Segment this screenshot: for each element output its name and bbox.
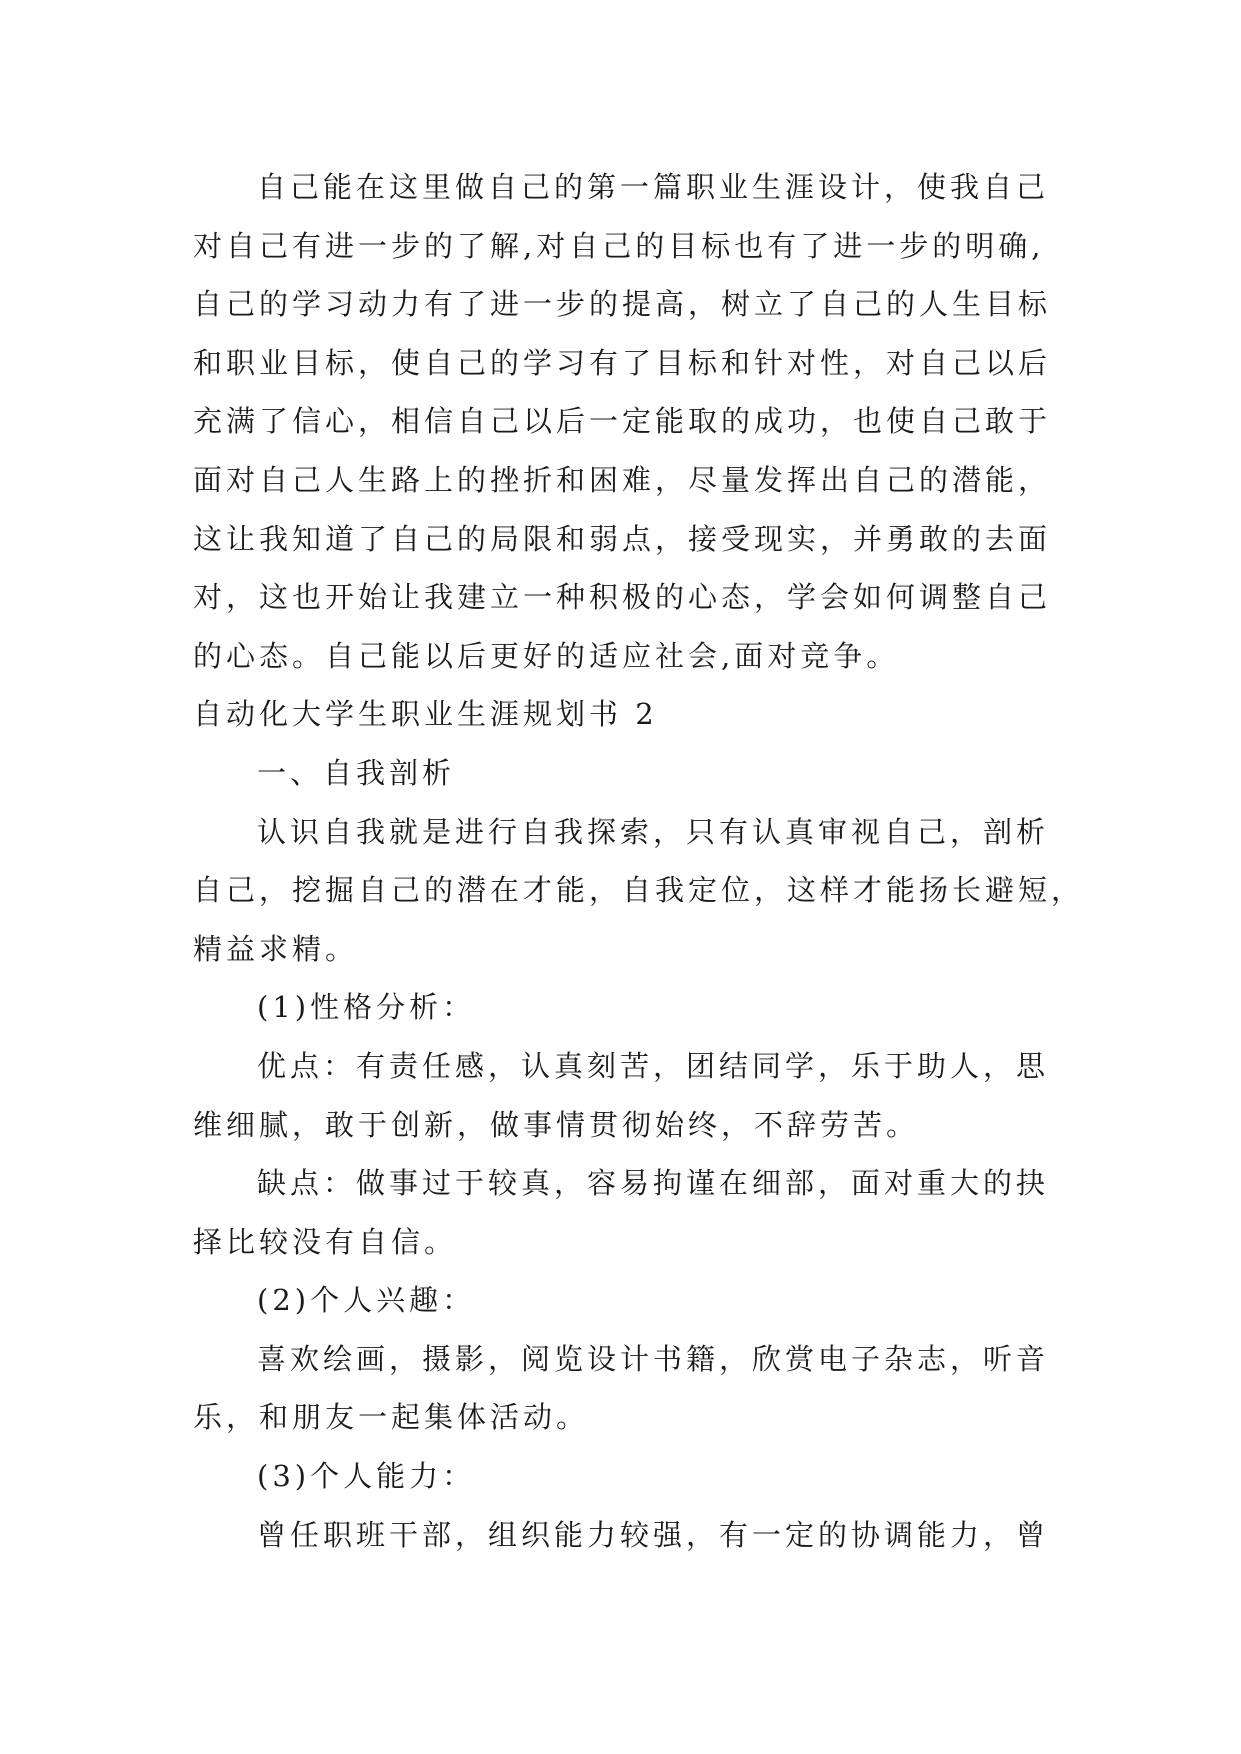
subsection-heading: (1)性格分析：	[257, 990, 476, 1025]
paragraph-line: 自己的学习动力有了进一步的提高，树立了自己的人生目标	[193, 287, 1052, 322]
paragraph-line: 乐，和朋友一起集体活动。	[193, 1400, 590, 1435]
paragraph-line: 自己能在这里做自己的第一篇职业生涯设计，使我自己	[257, 170, 1050, 204]
paragraph-line: 优点：有责任感，认真刻苦，团结同学，乐于助人，思	[257, 1048, 1050, 1083]
paragraph-line: 面对自己人生路上的挫折和困难，尽量发挥出自己的潜能，	[193, 462, 1052, 497]
section-heading: 一、自我剖析	[257, 755, 456, 790]
document-body	[193, 158, 1093, 1564]
paragraph-line: 缺点：做事过于较真，容易拘谨在细部，面对重大的抉	[257, 1166, 1050, 1201]
paragraph-line: 对自己有进一步的了解,对自己的目标也有了进一步的明确,	[193, 228, 1045, 263]
paragraph-line: 的心态。自己能以后更好的适应社会,面对竞争。	[193, 638, 900, 673]
subsection-heading: (2)个人兴趣：	[257, 1283, 476, 1318]
paragraph-line: 充满了信心，相信自己以后一定能取的成功，也使自己敢于	[193, 404, 1052, 439]
document-title: 自动化大学生职业生涯规划书 2	[193, 697, 658, 732]
paragraph-line: 认识自我就是进行自我探索，只有认真审视自己，剖析	[257, 814, 1050, 849]
paragraph-line: 和职业目标，使自己的学习有了目标和针对性，对自己以后	[193, 345, 1052, 380]
paragraph-line: 维细腻，敢于创新，做事情贯彻始终，不辞劳苦。	[193, 1107, 920, 1142]
paragraph-line: 喜欢绘画，摄影，阅览设计书籍，欣赏电子杂志，听音	[257, 1341, 1050, 1376]
paragraph-line: 曾任职班干部，组织能力较强，有一定的协调能力，曾	[257, 1517, 1050, 1552]
subsection-heading: (3)个人能力：	[257, 1459, 476, 1494]
paragraph-line: 精益求精。	[193, 931, 359, 966]
paragraph-line: 择比较没有自信。	[193, 1224, 458, 1259]
paragraph-line: 自己，挖掘自己的潜在才能，自我定位，这样才能扬长避短，	[193, 873, 1085, 908]
paragraph-line: 对，这也开始让我建立一种积极的心态，学会如何调整自己	[193, 580, 1052, 615]
paragraph-line: 这让我知道了自己的局限和弱点，接受现实，并勇敢的去面	[193, 521, 1052, 556]
